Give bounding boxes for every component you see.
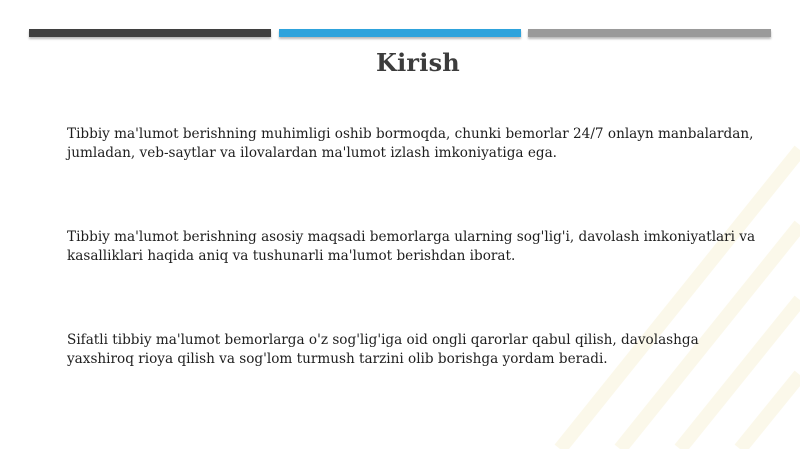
accent-bar-middle xyxy=(279,29,521,37)
paragraph-quality-benefits: Sifatli tibbiy ma'lumot bemorlarga o'z sog'lig'iga oid ongli qarorlar qabul qilish, davolashga yaxshiroq rioya qilish va sog'lom turmush tarzini olib borishga yordam beradi. xyxy=(67,332,699,367)
paragraph-main-goal: Tibbiy ma'lumot berishning asosiy maqsadi bemorlarga ularning sog'lig'i, davolash imkoniyatlari va kasalliklari haqida aniq va tushunarli ma'lumot berishdan iborat. xyxy=(67,229,756,264)
slide-title: Kirish xyxy=(376,48,460,77)
accent-bar-left xyxy=(29,29,271,37)
paragraph-importance: Tibbiy ma'lumot berishning muhimligi oshib bormoqda, chunki bemorlar 24/7 onlayn manbalardan, jumladan, veb-saytlar va ilovalardan ma'lumot izlash imkoniyatiga ega. xyxy=(67,126,754,161)
accent-bar-right xyxy=(528,29,771,37)
